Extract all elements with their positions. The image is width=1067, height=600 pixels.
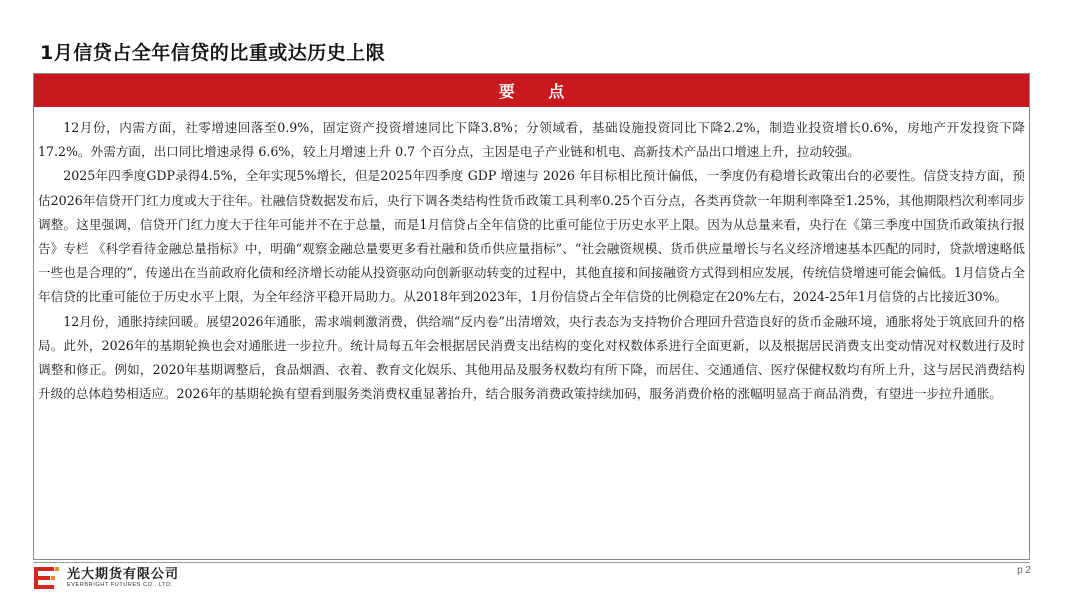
everbright-logo-icon <box>33 566 61 590</box>
company-name-en: EVERBRIGHT FUTURES CO., LTD. <box>67 582 173 588</box>
company-logo <box>33 566 179 590</box>
paragraph-credit: 2025年四季度GDP录得4.5%，全年实现5%增长，但是2025年四季度 GDP 增速与 2026 年目标相比预计偏低，一季度仍有稳增长政策出台的必要性。信贷支持方面，预估2026年信贷开门红力度或大于往年。社融信贷数据发布后，央行下调各类结构性货币政策工具利率0.25个百分点，各类再贷款一年期利率降至1.25%，其他期限档次利率同步调整。这里强调，信贷开门红力度大于往年可能并不在于总量，而是1月信贷占全年信贷的比重可能位于历史水平上限。因为从总量来看，央行在《第三季度中国货币政策执行报告》专栏 《科学看待金融总量指标》中，明确“观察金融总量要更多看社融和货币供应量指标”、“社会融资规模、货币供应量增长与名义经济增速基本匹配的同时，贷款增速略低一些也是合理的”，传递出在当前政府化债和经济增长动能从投资驱动向创新驱动转变的过程中，其他直接和间接融资方式得到相应发展，传统信贷增速可能会偏低。1月信贷占全年信贷的比重可能位于历史水平上限，为全年经济平稳开局助力。从2018年到2023年，1月份信贷占全年信贷的比例稳定在20%左右，2024-25年1月信贷的占比接近30%。 <box>38 168 1025 305</box>
key-points-header: 要 点 <box>34 74 1029 107</box>
company-name-cn: 光大期货有限公司 <box>67 567 180 582</box>
paragraph-inflation: 12月份，通胀持续回暖。展望2026年通胀，需求端刺激消费，供给端“反内卷”出清增效，央行表态为支持物价合理回升营造良好的货币金融环境，通胀将处于筑底回升的格局。此外，2026年的基期轮换也会对通胀进一步拉升。统计局每五年会根据居民消费支出结构的变化对权数体系进行全面更新，以及根据居民消费支出变动情况对权数进行及时调整和修正。例如，2020年基期调整后，食品烟酒、衣着、教育文化娱乐、其他用品及服务权数均有所下降，而居住、交通通信、医疗保健权数均有所上升，这与居民消费结构升级的总体趋势相适应。2026年的基期轮换有望看到服务类消费权重显著抬升，结合服务消费政策持续加码，服务消费价格的涨幅明显高于商品消费，有望进一步拉升通胀。 <box>38 313 1025 402</box>
key-points-box <box>33 73 1030 560</box>
footer-divider <box>33 562 1030 563</box>
paragraph-demand: 12月份，内需方面，社零增速回落至0.9%，固定资产投资增速同比下降3.8%；分领域看，基础设施投资同比下降2.2%，制造业投资增长0.6%，房地产开发投资下降17.2%。外需方面，出口同比增速录得 6.6%，较上月增速上升 0.7 个百分点，主因是电子产业链和机电、高新技术产品出口增速上升，拉动较强。 <box>38 120 1025 160</box>
page-number: p 2 <box>1017 565 1031 576</box>
page-title: 1月信贷占全年信贷的比重或达历史上限 <box>40 42 386 64</box>
key-points-body <box>34 107 1029 406</box>
